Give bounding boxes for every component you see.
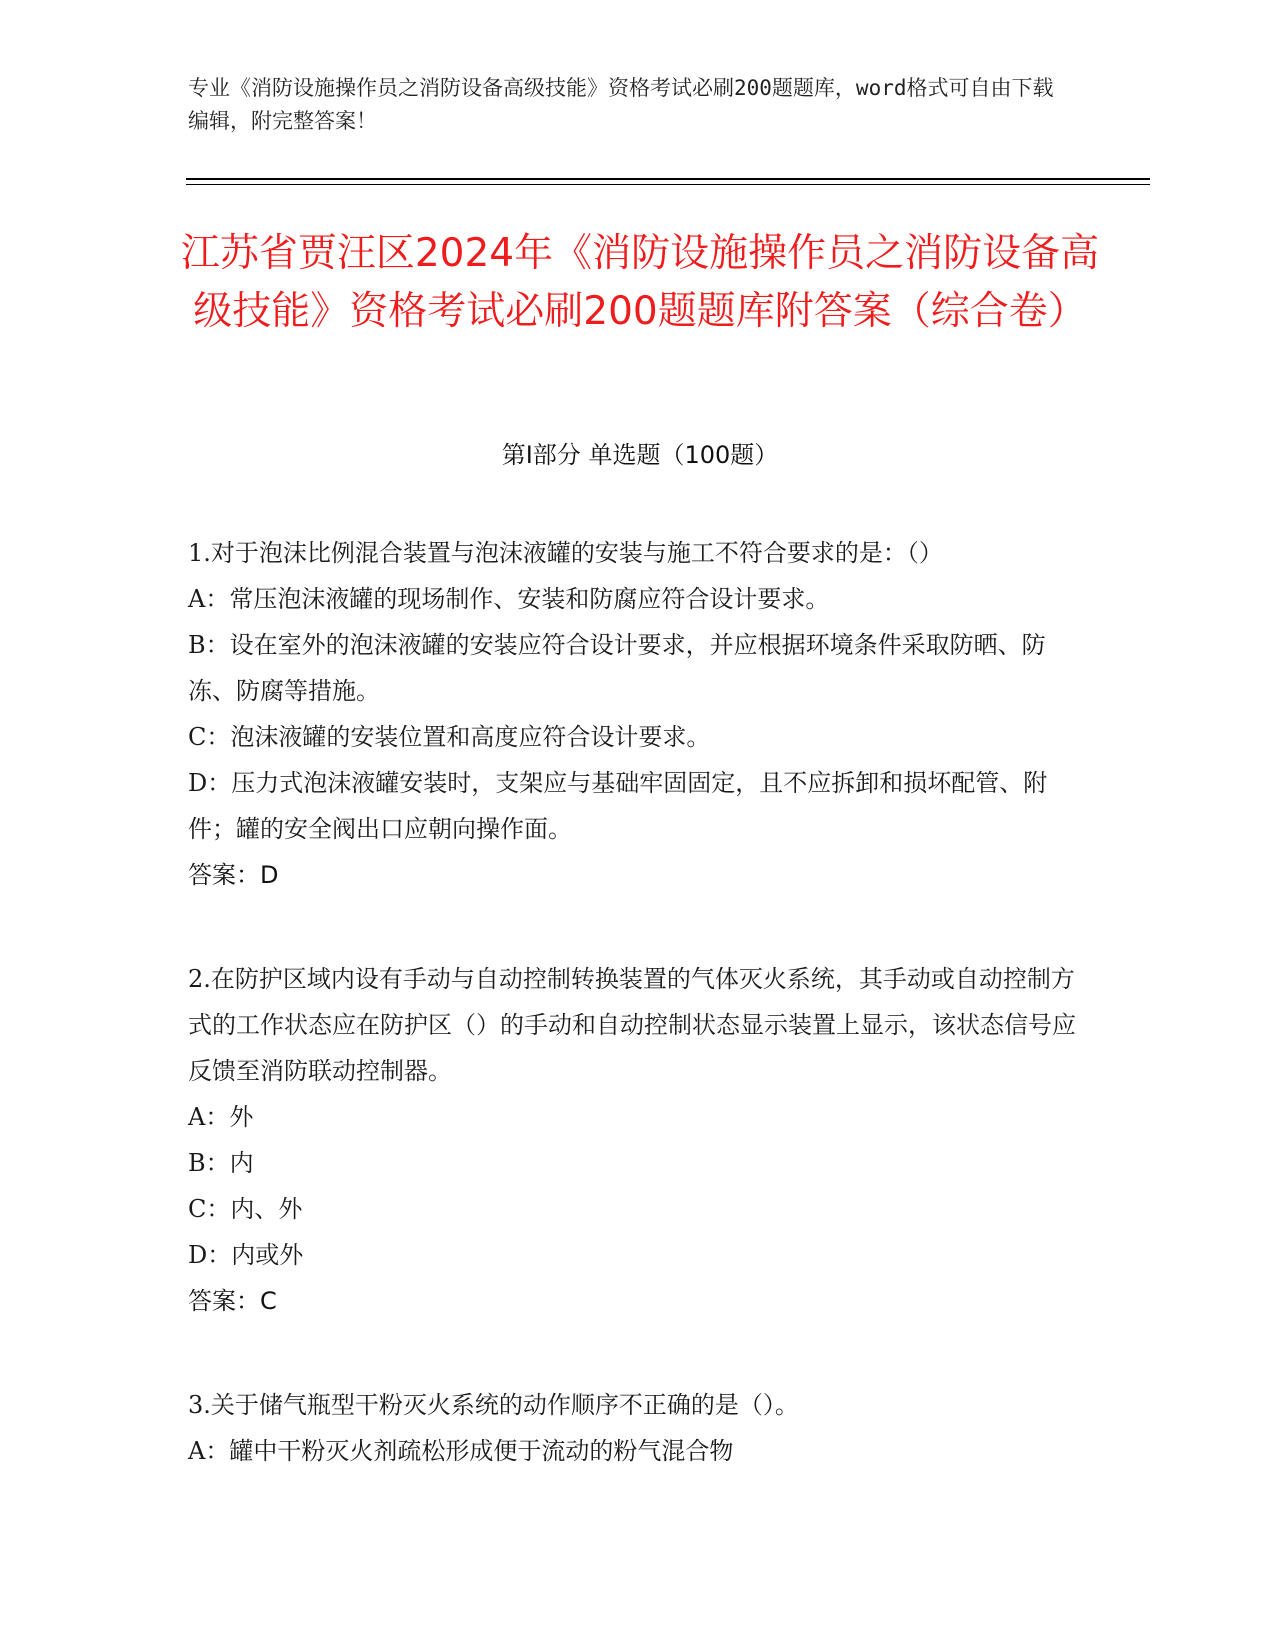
answer-line: 答案：C [188, 1287, 277, 1315]
option-c: C：泡沫液罐的安装位置和高度应符合设计要求。 [188, 723, 711, 751]
option-a: A：常压泡沫液罐的现场制作、安装和防腐应符合设计要求。 [188, 585, 830, 613]
option-c: C：内、外 [188, 1195, 303, 1223]
question-stem: 3.关于储气瓶型干粉灭火系统的动作顺序不正确的是（）。 [188, 1391, 799, 1419]
option-d: D：内或外 [188, 1241, 304, 1269]
option-a: A：罐中干粉灭火剂疏松形成便于流动的粉气混合物 [188, 1437, 734, 1465]
section-title: 第Ⅰ部分 单选题（100题） [501, 441, 779, 469]
document-title: 江苏省贾汪区2024年《消防设施操作员之消防设备高级技能》资格考试必刷200题题库附答案（综合卷） [180, 231, 1100, 334]
answer-line: 答案：D [188, 861, 279, 889]
question-stem: 1.对于泡沫比例混合装置与泡沫液罐的安装与施工不符合要求的是：（） [188, 539, 943, 567]
option-d: D：压力式泡沫液罐安装时，支架应与基础牢固固定，且不应拆卸和损坏配管、附件；罐的安全阀出口应朝向操作面。 [188, 769, 1048, 843]
option-b: B：设在室外的泡沫液罐的安装应符合设计要求，并应根据环境条件采取防晒、防冻、防腐等措施。 [188, 631, 1046, 705]
header-rule-thick [186, 178, 1150, 180]
header-rule-thin [186, 184, 1150, 185]
question-item [188, 1382, 1088, 1474]
option-b: B：内 [188, 1149, 254, 1177]
header-note: 专业《消防设施操作员之消防设备高级技能》资格考试必刷200题题库，word格式可自由下载编辑，附完整答案！ [188, 76, 1054, 133]
question-list [188, 530, 1088, 1532]
question-stem: 2.在防护区域内设有手动与自动控制转换装置的气体灭火系统，其手动或自动控制方式的工作状态应在防护区（）的手动和自动控制状态显示装置上显示，该状态信号应反馈至消防联动控制器。 [188, 965, 1076, 1085]
question-item [188, 956, 1088, 1324]
option-a: A：外 [188, 1103, 254, 1131]
question-item [188, 530, 1088, 898]
